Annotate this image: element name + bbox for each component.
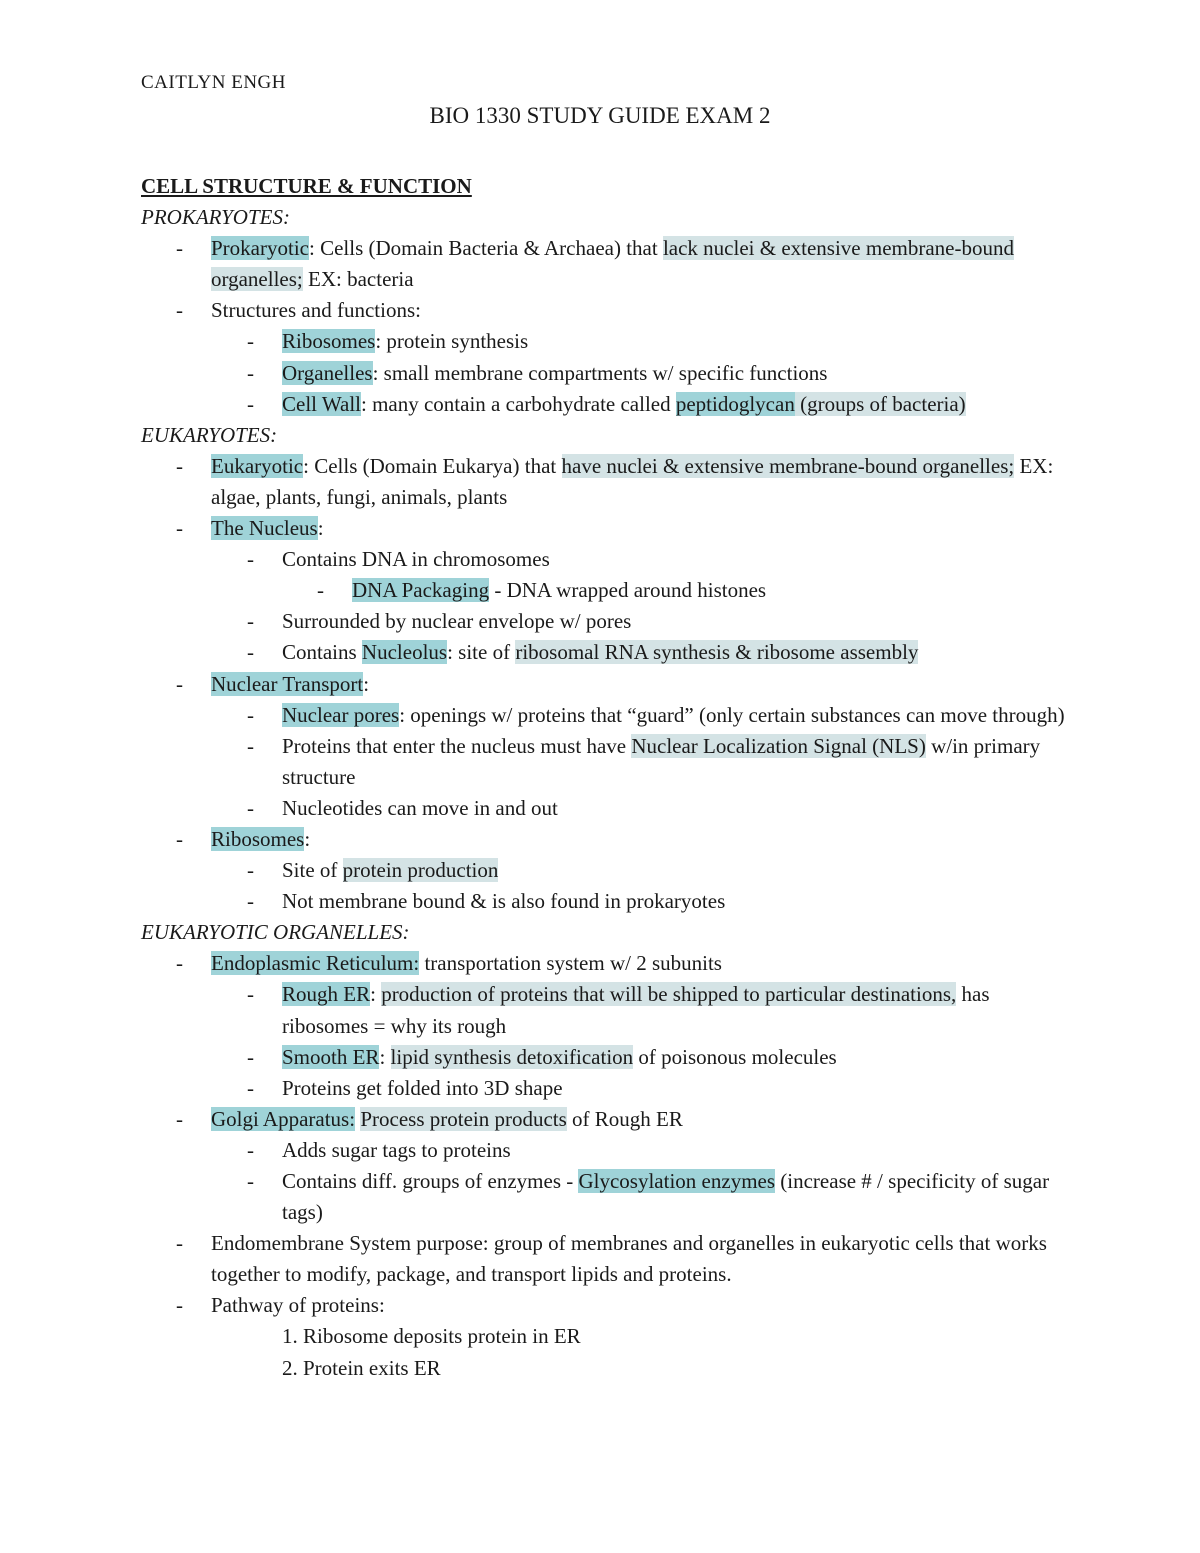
list-item-smooth-er: - Smooth ER: lipid synthesis detoxification of poisonous molecules	[247, 1044, 837, 1069]
list-item-ribosomes-euk: - Ribosomes:	[176, 826, 311, 851]
subheading-eukaryotes: EUKARYOTES:	[141, 422, 278, 447]
list-item-nucleotides: - Nucleotides can move in and out	[247, 795, 558, 820]
section-heading: CELL STRUCTURE & FUNCTION	[141, 174, 472, 198]
list-item-prokaryotic: - Prokaryotic: Cells (Domain Bacteria & Archaea) that lack nuclei & extensive membrane-bound organelles; EX: bacteria	[176, 236, 1014, 292]
term-highlight: Nucleolus	[361, 640, 448, 665]
pathway-step-2: 2. Protein exits ER	[282, 1355, 441, 1380]
phrase-highlight: have nuclei & extensive membrane-bound organelles;	[561, 453, 1015, 478]
term-highlight: Golgi Apparatus:	[211, 1106, 356, 1131]
list-item-structures: - Structures and functions:	[176, 298, 421, 323]
list-item-ribosomes: - Ribosomes: protein synthesis	[247, 329, 529, 354]
subheading-organelles: EUKARYOTIC ORGANELLES:	[141, 920, 410, 945]
term-highlight: Ribosomes	[211, 826, 305, 851]
list-item-nuclear-transport: - Nuclear Transport:	[176, 671, 370, 696]
document-title: BIO 1330 STUDY GUIDE EXAM 2	[429, 103, 771, 128]
list-item-pathway: - Pathway of proteins:	[176, 1293, 385, 1318]
term-highlight: Smooth ER	[282, 1044, 380, 1069]
list-item-er: - Endoplasmic Reticulum: transportation system w/ 2 subunits	[176, 951, 722, 976]
phrase-highlight: ribosomal RNA synthesis & ribosome assembly	[515, 640, 919, 665]
term-highlight: Prokaryotic	[211, 236, 309, 261]
term-highlight: peptidoglycan	[675, 391, 795, 416]
term-highlight: Rough ER	[282, 982, 371, 1007]
list-item-eukaryotic: - Eukaryotic: Cells (Domain Eukarya) that have nuclei & extensive membrane-bound organelles; EX: algae, plants, fungi, animals, plants	[176, 453, 1054, 509]
list-item-folded: - Proteins get folded into 3D shape	[247, 1075, 563, 1100]
list-item-nucleolus: - Contains Nucleolus: site of ribosomal RNA synthesis & ribosome assembly	[247, 640, 919, 665]
term-highlight: Cell Wall	[282, 391, 361, 416]
list-item-not-membrane: - Not membrane bound & is also found in prokaryotes	[247, 889, 726, 914]
list-item-protein-production: - Site of protein production	[247, 858, 499, 883]
list-item-enzymes: - Contains diff. groups of enzymes - Glycosylation enzymes (increase # / specificity of sugar tags)	[247, 1169, 1050, 1225]
phrase-highlight: lipid synthesis detoxification	[390, 1044, 634, 1069]
phrase-highlight: Nuclear Localization Signal (NLS)	[631, 733, 926, 758]
term-highlight: Nuclear pores	[282, 702, 400, 727]
phrase-highlight: production of proteins that will be shipped to particular destinations,	[381, 982, 957, 1007]
term-highlight: Endoplasmic Reticulum:	[211, 951, 420, 976]
author-name: CAITLYN ENGH	[141, 72, 286, 93]
phrase-highlight: lack nuclei & extensive membrane-bound organelles;	[211, 236, 1014, 292]
phrase-highlight: protein production	[342, 858, 499, 883]
subheading-prokaryotes: PROKARYOTES:	[141, 205, 290, 230]
list-item-nls: - Proteins that enter the nucleus must have Nuclear Localization Signal (NLS) w/in primary structure	[247, 733, 1041, 789]
list-item-rough-er: - Rough ER: production of proteins that will be shipped to particular destinations, has ribosomes = why its rough	[247, 982, 990, 1038]
list-item-cell-wall: - Cell Wall: many contain a carbohydrate called peptidoglycan (groups of bacteria)	[247, 391, 966, 416]
term-highlight: Organelles	[282, 360, 373, 385]
pathway-step-1: 1. Ribosome deposits protein in ER	[282, 1324, 581, 1349]
term-highlight: Glycosylation enzymes	[578, 1169, 776, 1193]
term-highlight: Nuclear Transport	[211, 671, 364, 696]
phrase-highlight: Process protein products	[360, 1106, 567, 1131]
term-highlight: Eukaryotic	[211, 453, 304, 478]
term-highlight: Ribosomes	[282, 329, 376, 354]
list-item-endomembrane: - Endomembrane System purpose: group of membranes and organelles in eukaryotic cells that works together to modify, package, and transport lipids and proteins.	[176, 1231, 1047, 1287]
list-item-sugar-tags: - Adds sugar tags to proteins	[247, 1137, 511, 1162]
list-item-dna: - Contains DNA in chromosomes	[247, 547, 550, 572]
list-item-envelope: - Surrounded by nuclear envelope w/ pores	[247, 609, 632, 634]
term-highlight: The Nucleus	[211, 516, 318, 541]
term-highlight: DNA Packaging	[352, 578, 490, 603]
document-body	[141, 171, 1071, 1384]
list-item-dna-packaging: - DNA Packaging - DNA wrapped around histones	[317, 578, 767, 603]
list-item-organelles: - Organelles: small membrane compartments w/ specific functions	[247, 360, 828, 385]
list-item-golgi: - Golgi Apparatus: Process protein products of Rough ER	[176, 1106, 683, 1131]
list-item-nucleus: - The Nucleus:	[176, 516, 324, 541]
list-item-nuclear-pores: - Nuclear pores: openings w/ proteins that “guard” (only certain substances can move through)	[247, 702, 1065, 727]
phrase-highlight: (groups of bacteria)	[794, 391, 966, 416]
